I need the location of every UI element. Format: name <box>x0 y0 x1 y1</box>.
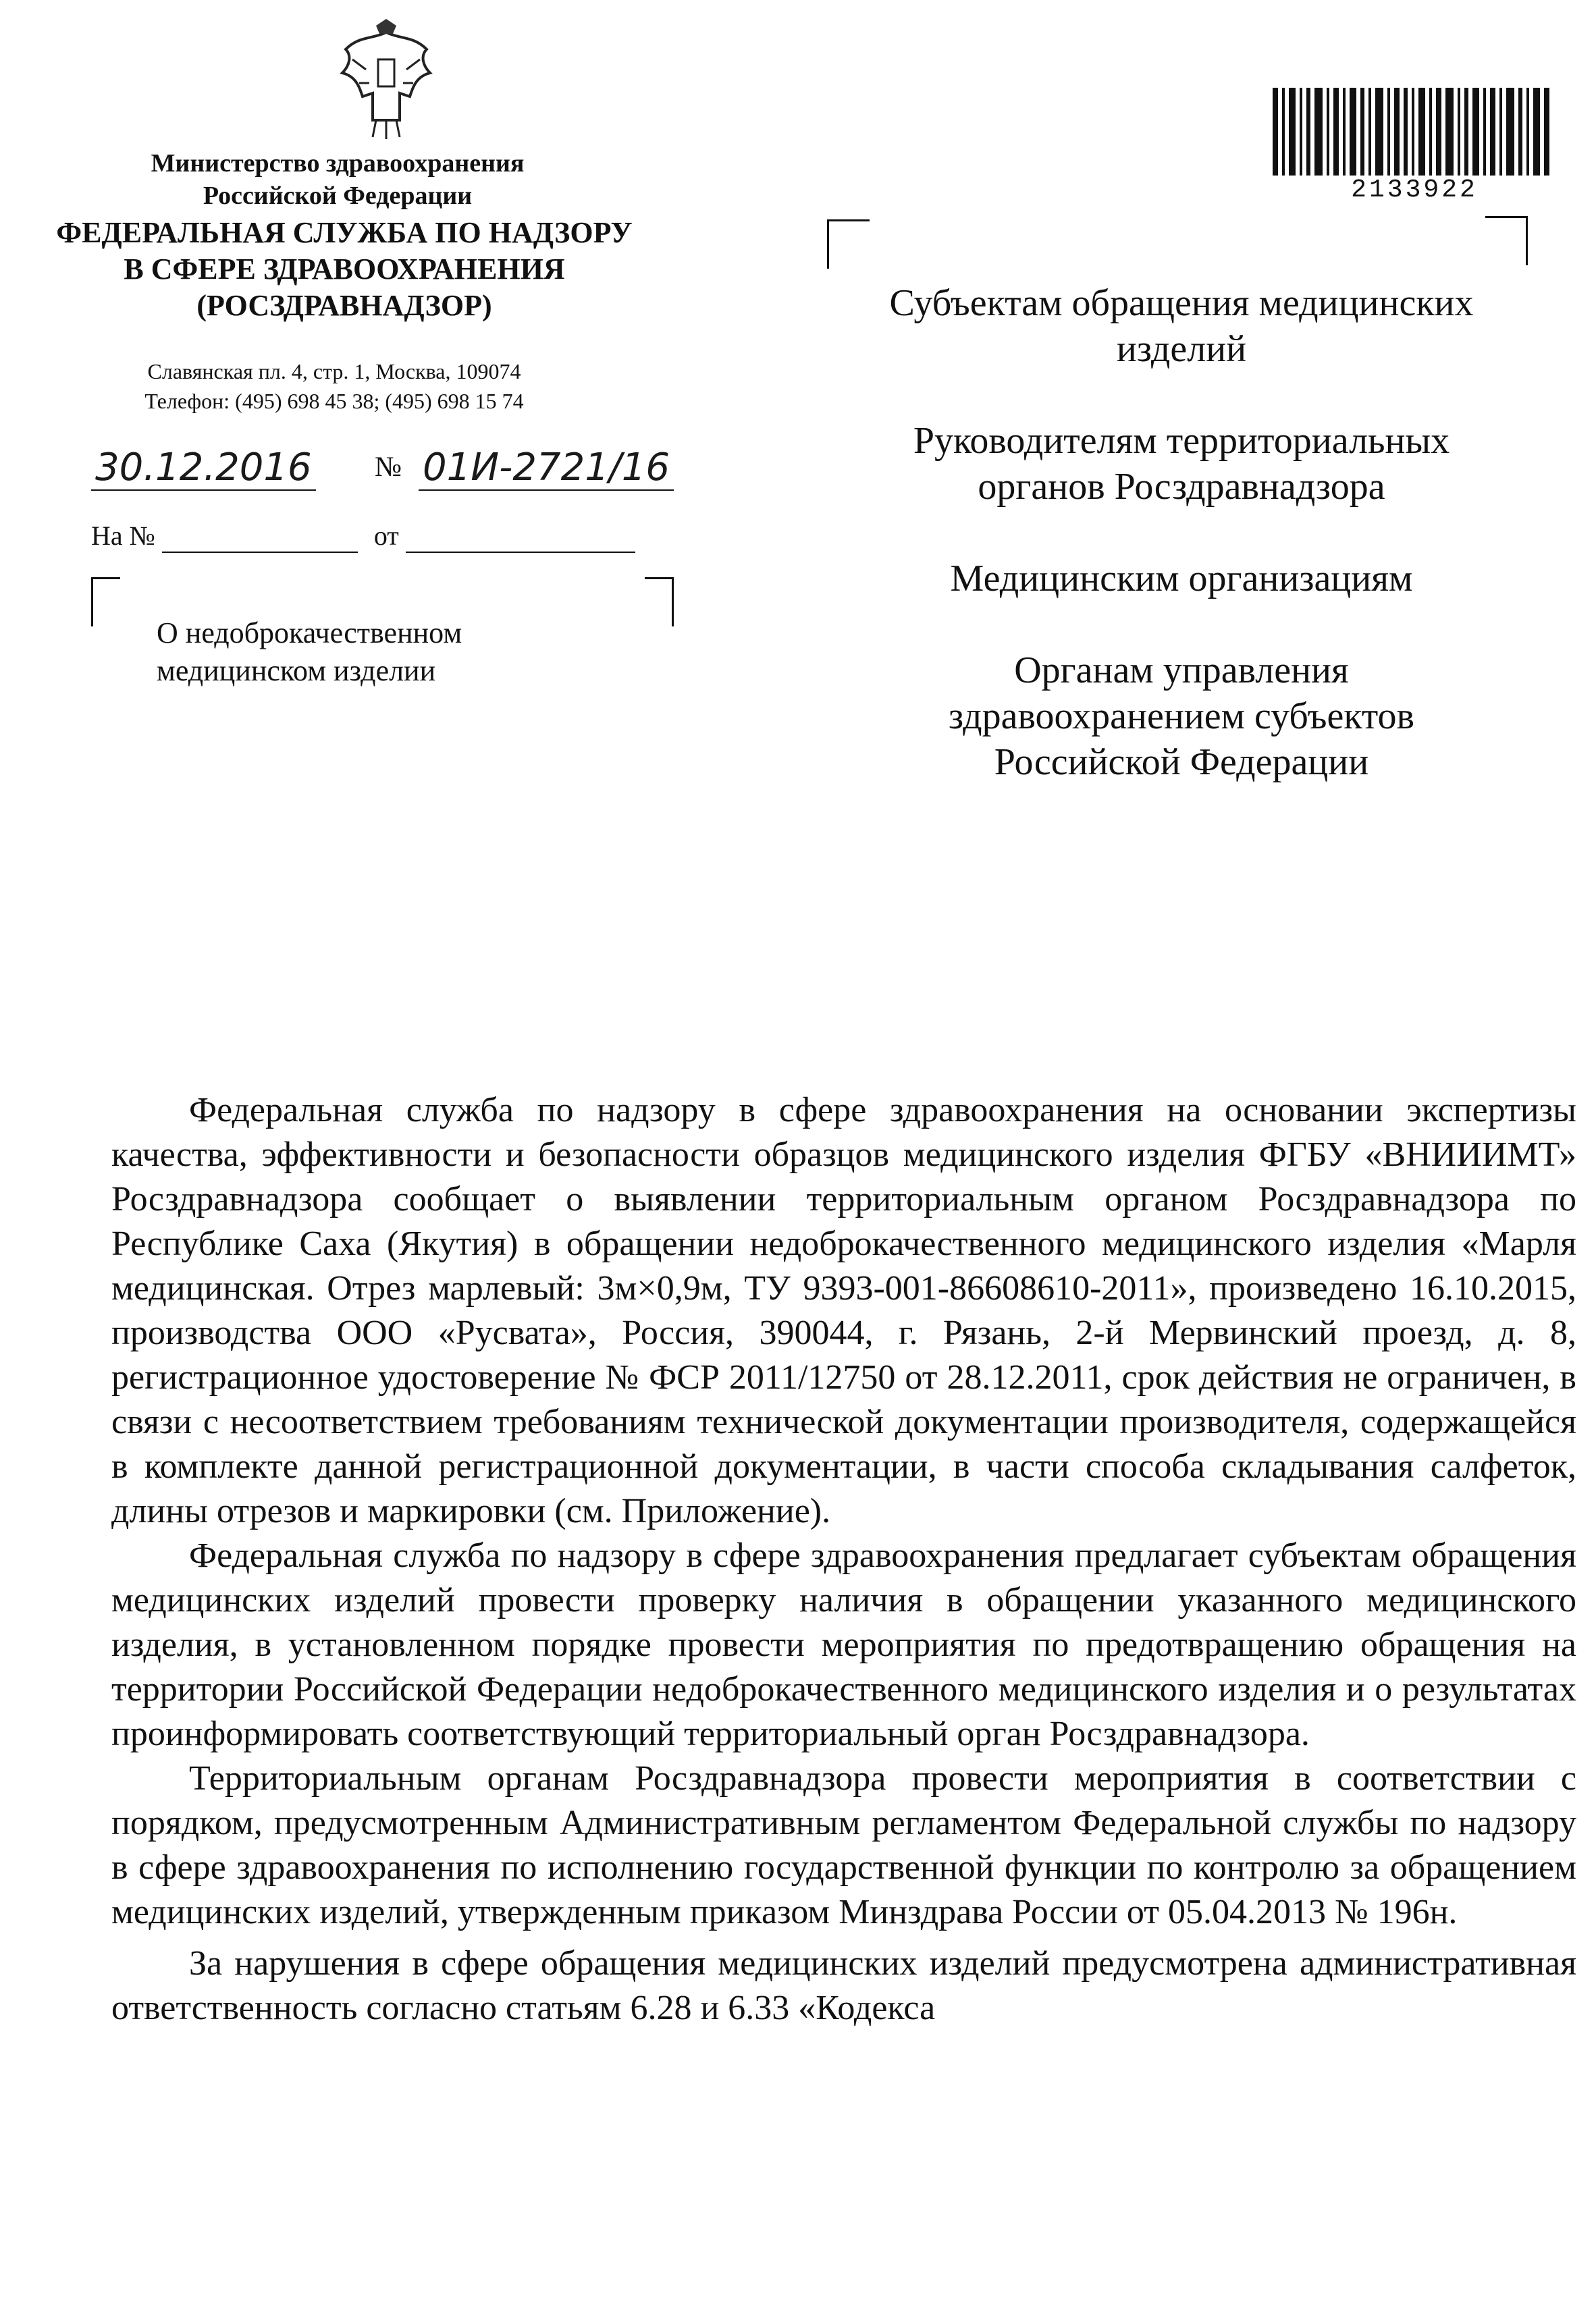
number-sign: № <box>375 452 402 483</box>
agency-line-1: ФЕДЕРАЛЬНАЯ СЛУЖБА ПО НАДЗОРУ <box>56 216 633 249</box>
ministry-line-1: Министерство здравоохранения <box>151 149 525 178</box>
reply-from-label: от <box>373 520 399 551</box>
subject-bracket-left <box>91 577 120 626</box>
body-paragraph-2: Федеральная служба по надзору в сфере здравоохранения предлагает субъектам обращения медицинских изделий провести проверку наличия в обращении указанного медицинского изделия, в установленном порядке провести мероприятия по предотвращению обращения на территории Российской Федерации недоброкачественного медицинского изделия и о результатах проинформировать соответствующий территориальный орган Росздравнадзора. <box>111 1536 1576 1753</box>
registration-date: 30.12.2016 <box>91 446 316 491</box>
agency-line-2: В СФЕРЕ ЗДРАВООХРАНЕНИЯ <box>124 252 565 286</box>
ministry-name <box>122 147 554 212</box>
subject-bracket-right <box>645 577 674 626</box>
registration-line <box>91 446 766 513</box>
recipient-item: Субъектам обращения медицинских изделий <box>889 282 1474 370</box>
reply-number-blank <box>162 520 358 553</box>
barcode-number: 2133922 <box>1351 176 1478 205</box>
letter-subject <box>157 614 562 690</box>
ministry-line-2: Российской Федерации <box>203 182 473 210</box>
reply-date-blank <box>406 520 635 553</box>
agency-contacts <box>64 356 604 416</box>
reply-number-label: На № <box>91 520 155 551</box>
recipient-bracket-left <box>827 219 870 269</box>
recipient-bracket-right <box>1485 216 1528 265</box>
registration-number: 01И-2721/16 <box>419 446 674 491</box>
subject-line-2: медицинском изделии <box>157 654 436 687</box>
body-paragraph-3: Территориальным органам Росздравнадзора провести мероприятия в соответствии с порядком, предусмотренным Административным регламентом Федеральной службы по надзору в сфере здравоохранения по исполнению государственной функции по контролю за обращением медицинских изделий, утвержденным приказом Минздрава России от 05.04.2013 № 196н. <box>111 1759 1576 1931</box>
body-paragraph-1: Федеральная служба по надзору в сфере здравоохранения на основании экспертизы качества, эффективности и безопасности образцов медицинского изделия ФГБУ «ВНИИИМТ» Росздравнадзора сообщает о выявлении территориальным органом Росздравнадзора по Республике Саха (Якутия) в обращении недоброкачественного медицинского изделия «Марля медицинская. Отрез марлевый: 3м×0,9м, ТУ 9393-001-86608610-2011», произведено 16.10.2015, производства ООО «Русвата», Россия, 390044, г. Рязань, 2-й Мервинский проезд, д. 8, регистрационное удостоверение № ФСР 2011/12750 от 28.12.2011, срок действия не ограничен, в связи с несоответствием требованиям технической документации производителя, содержащейся в комплекте данной регистрационной документации, в части способа складывания салфеток, длины отрезов и маркировки (см. Приложение). <box>111 1091 1576 1530</box>
barcode-icon <box>1273 88 1556 176</box>
reply-reference <box>91 520 635 553</box>
recipient-item: Органам управления здравоохранением субъектов Российской Федерации <box>949 649 1414 783</box>
recipients-block <box>878 280 1485 831</box>
agency-phone: Телефон: (495) 698 45 38; (495) 698 15 74 <box>144 389 524 413</box>
agency-address: Славянская пл. 4, стр. 1, Москва, 109074 <box>147 359 521 383</box>
agency-line-3: (РОСЗДРАВНАДЗОР) <box>196 289 492 322</box>
coat-of-arms-icon <box>332 19 440 140</box>
subject-line-1: О недоброкачественном <box>157 616 462 649</box>
recipient-item: Медицинским организациям <box>950 558 1413 599</box>
body-paragraph-4: За нарушения в сфере обращения медицинских изделий предусмотрена административная ответственность согласно статьям 6.28 и 6.33 «Кодекса <box>111 1944 1576 2027</box>
agency-name <box>41 215 648 324</box>
recipient-item: Руководителям территориальных органов Росздравнадзора <box>913 420 1450 508</box>
letter-body <box>111 1088 1576 2031</box>
